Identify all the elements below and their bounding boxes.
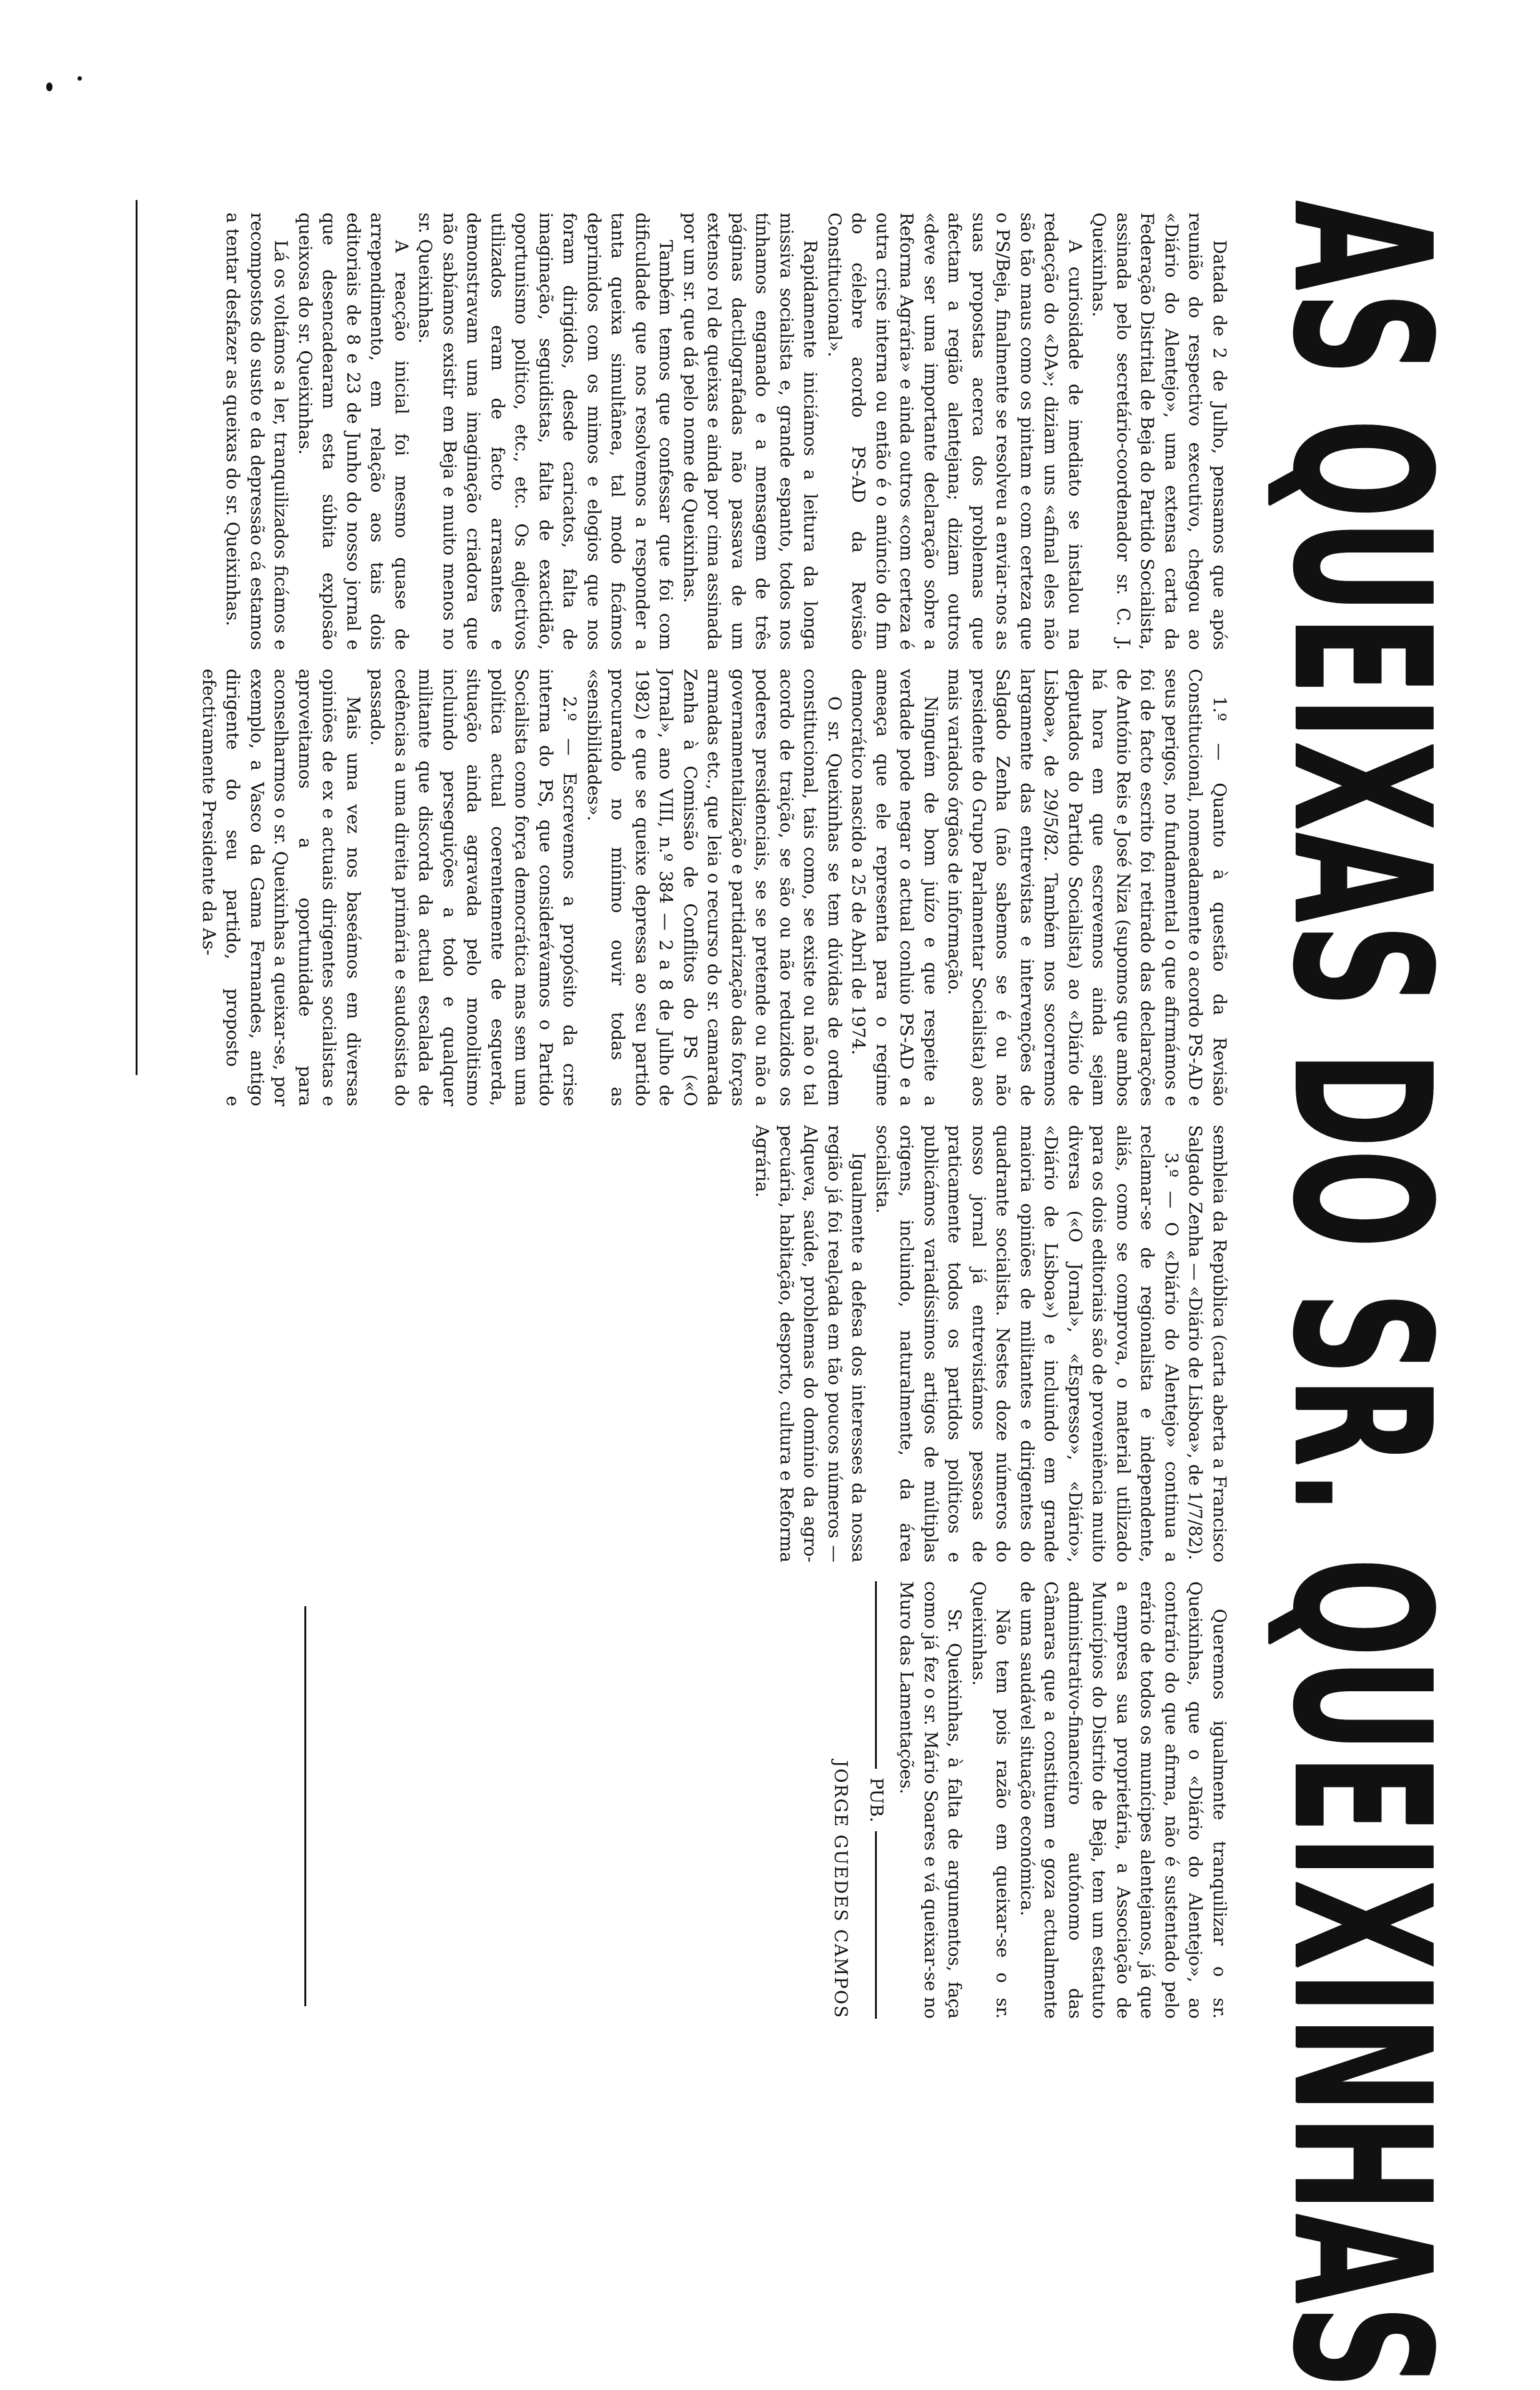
author-signature: JORGE GUEDES CAMPOS	[831, 1760, 852, 2019]
headline: AS QUEIXAS DO SR. QUEIXINHAS	[1252, 200, 1471, 2390]
paragraph: 3.º — O «Diário do Alentejo» continua a reclamar-se de regionalista e independente, aliás, como se comprova, o material utilizado para os dois editoriais são de proveniência muito diversa («O Jornal», «Espresso», «Diário», «Diário de Lisboa») e incluindo em grande maioria opiniões de militantes e dirigentes do quadrante socialista. Nestes doze números do nosso jornal já entrevistámos pessoas de praticamente todos os partidos políticos e publicámos variadíssimos artigos de múltiplas origens, incluindo, naturalmente, da área socialista.	[872, 1125, 1182, 1562]
newspaper-clipping	[131, 188, 1481, 2390]
paragraph: O sr. Queixinhas se tem dúvidas de ordem constitucional, tais como, se existe ou não o tal acordo de traição, se são ou não reduzidos os poderes presidenciais, se se pretende ou não a governamentalização e partidarização das forças armadas etc., que leia o recurso do sr. camarada Zenha à Comissão de Conflitos do PS («O Jornal», ano VIII, n.º 384 — 2 a 8 de Julho de 1982) e que se queixe depressa ao seu partido procurando no mínimo ouvir todas as «sensibilidades».	[584, 669, 845, 1106]
article-column-2	[144, 669, 1231, 1106]
paragraph: Sr. Queixinhas, à falta de argumentos, faça como já fez o sr. Mário Soares e vá queixar-se no Muro das Lamentações.	[896, 1581, 966, 2019]
article-column-4	[144, 1581, 1231, 2019]
divider	[875, 1581, 877, 1769]
pub-line	[864, 1581, 889, 2019]
paragraph: A curiosidade de imediato se instalou na redacção do «DA»; diziam uns «afinal eles não são tão maus como os pintam e com certeza que o PS/Beja, finalmente se resolveu a enviar-nos as suas propostas acerca dos problemas que afectam a região alentejana; diziam outros «deve ser uma importante declaração sobre a Reforma Agrária» e ainda outros «com certeza é outra crise interna ou então é o anúncio do fim do célebre acordo PS-AD da Revisão Constitucional».	[824, 212, 1086, 650]
paragraph: sembleia da República (carta aberta a Francisco Salgado Zenha — «Diário de Lisboa», de 1/7/82).	[1185, 1125, 1230, 1562]
article-column-3	[144, 1125, 1231, 1562]
paragraph: Rapidamente iniciámos a leitura da longa missiva socialista e, grande espanto, todos nos tínhamos enganado e a mensagem de três páginas dactilografadas não passava de um extenso rol de queixas e ainda por cima assinada por um sr. que dá pelo nome de Queixinhas.	[680, 212, 821, 650]
paragraph: A reacção inicial foi mesmo quase de arrependimento, em relação aos tais dois editoriais de 8 e 23 de Junho do nosso jornal e que desencadearam esta súbita explosão queixosa do sr. Queixinhas.	[295, 212, 412, 650]
scan-speck	[78, 76, 82, 81]
paragraph: 1.º — Quanto à questão da Revisão Constitucional, nomeadamente o acordo PS-AD e seus perigos, no fundamental o que afirmámos e foi de facto escrito foi retirado das declarações de António Reis e José Niza (supomos que ambos há hora em que escrevemos ainda sejam deputados do Partido Socialista) ao «Diário de Lisboa», de 29/5/82. Também nos socorremos largamente das entrevistas e intervenções de Salgado Zenha (não sabemos se é ou não presidente do Grupo Parlamentar Socialista) aos mais variados órgãos de informação.	[944, 669, 1230, 1106]
divider	[875, 1831, 877, 2019]
paragraph: 2.º — Escrevemos a propósito da crise interna do PS, que considerávamos o Partido Socialista como força democrática mas sem uma política actual coerentemente de esquerda, situação ainda agravada pelo monolitismo incluindo perseguições a todo e qualquer militante que discorda da actual escalada de cedências a uma direita primária e saudosista do passado.	[367, 669, 581, 1106]
pub-label: PUB.	[866, 1778, 887, 1822]
paragraph: Ninguém de bom juízo e que respeite a verdade pode negar o actual conluio PS-AD e a ameaça que ele representa para o regime democrático nascido a 25 de Abril de 1974.	[848, 669, 941, 1106]
paragraph: Lá os voltámos a ler, tranquilizados ficámos e recompostos do susto e da depressão cá estamos a tentar desfazer as queixas do sr. Queixinhas.	[222, 212, 292, 650]
paragraph: Mais uma vez nos baseámos em diversas opiniões de ex e actuais dirigentes socialistas e aproveitamos a oportunidade para aconselharmos o sr. Queixinhas a queixar-se, por exemplo, a Vasco da Gama Fernandes, antigo dirigente do seu partido, proposto e efectivamente Presidente da As-	[199, 669, 364, 1106]
bottom-divider	[136, 200, 138, 1075]
paragraph: Igualmente a defesa dos interesses da nossa região já foi realçada em tão poucos números — Alqueva, saúde, problemas do domínio da agro-pecuária, habitação, desporto, cultura e Reforma Agrária.	[752, 1125, 869, 1562]
paragraph: Não tem pois razão em queixar-se o sr. Queixinhas.	[969, 1581, 1014, 2019]
paragraph: Também temos que confessar que foi com dificuldade que nos resolvemos a responder a tanta queixa simultânea, tal modo ficámos deprimidos com os mimos e elogios que nos foram dirigidos, desde caricatos, falta de imaginação, seguidistas, falta de exactidão, oportunismo político, etc., etc. Os adjectivos utilizados eram de facto arrasantes e demonstravam uma imaginação criadora que não sabíamos existir em Beja e muito menos no sr. Queixinhas.	[415, 212, 677, 650]
paragraph: Datada de 2 de Julho, pensamos que após reunião do respectivo executivo, chegou ao «Diário do Alentejo», uma extensa carta da Federação Distrital de Beja do Partido Socialista, assinada pelo secretário-coordenador sr. C. J. Queixinhas.	[1089, 212, 1230, 650]
article-column-1	[144, 212, 1231, 650]
paragraph: Queremos igualmente tranquilizar o sr. Queixinhas, que o «Diário do Alentejo», ao contrário do que afirma, não é sustentado pelo erário de todos os munícipes alentejanos, já que a empresa sua proprietária, a Associação de Municípios do Distrito de Beja, tem um estatuto administrativo-financeiro autónomo das Câmaras que a constituem e goza actualmente de uma saudável situação económica.	[1017, 1581, 1230, 2019]
divider	[304, 1606, 306, 2006]
scan-speck	[46, 82, 52, 91]
